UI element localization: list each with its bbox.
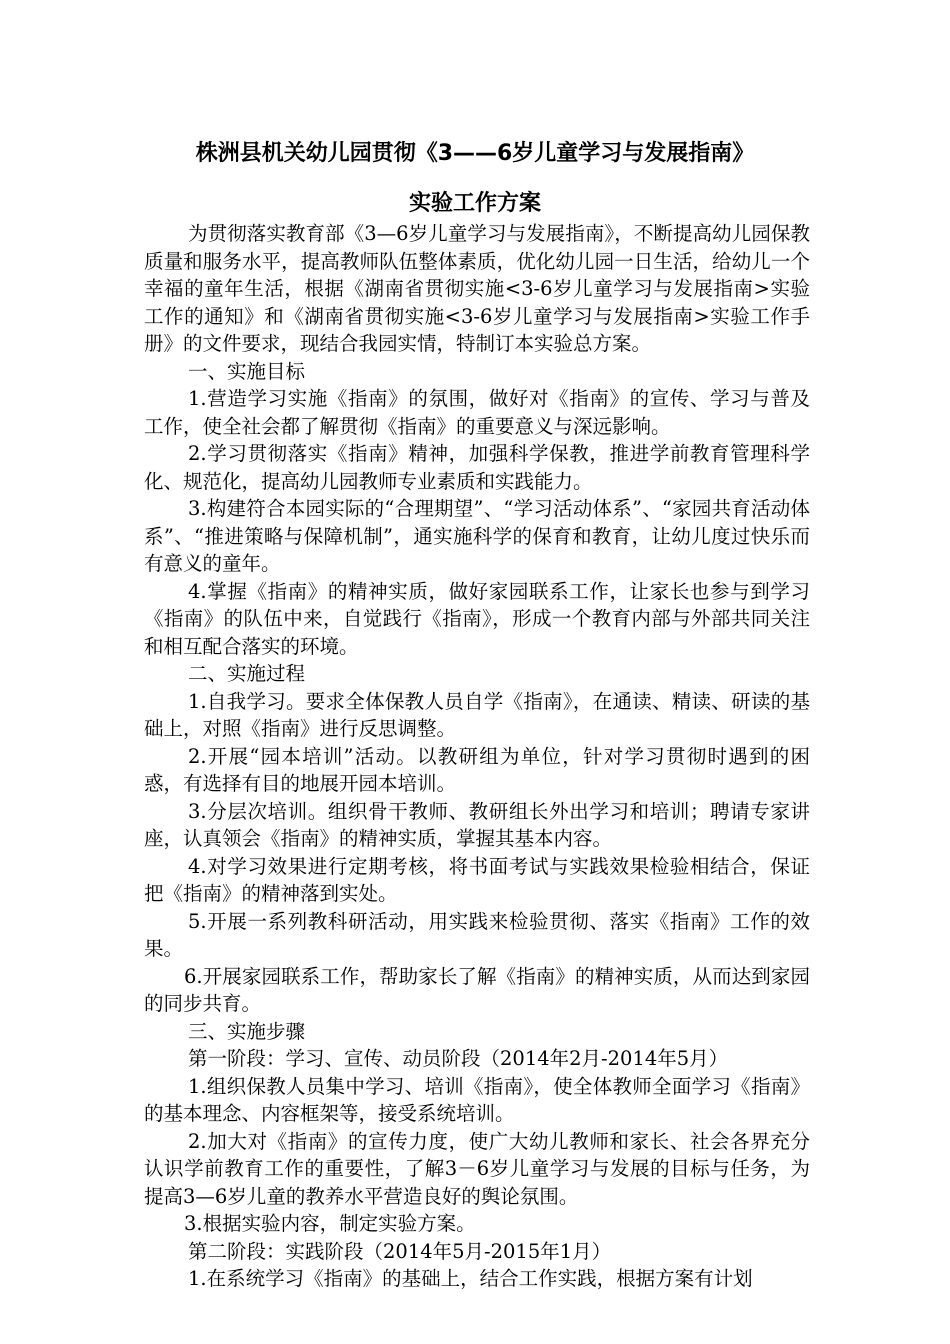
process-item-5: 5.开展一系列教科研活动，用实践来检验贯彻、落实《指南》工作的效果。: [144, 909, 810, 960]
stage-1-item-3: 3.根据实验内容，制定实验方案。: [184, 1212, 476, 1235]
document-body: [144, 220, 810, 1293]
goal-item-2: 2.学习贯彻落实《指南》精神，加强科学保教，推进学前教育管理科学化、规范化，提高幼儿园教师专业素质和实践能力。: [144, 442, 810, 493]
process-item-6: 6.开展家园联系工作，帮助家长了解《指南》的精神实质，从而达到家园的同步共育。: [144, 964, 810, 1015]
section-heading-process: 二、实施过程: [188, 662, 306, 685]
goal-item-4: 4.掌握《指南》的精神实质，做好家园联系工作，让家长也参与到学习《指南》的队伍中来，自觉践行《指南》，形成一个教育内部与外部共同关注和相互配合落实的环境。: [144, 579, 810, 658]
process-item-1: 1.自我学习。要求全体保教人员自学《指南》，在通读、精读、研读的基础上，对照《指南》进行反思调整。: [144, 689, 810, 740]
goal-item-1: 1.营造学习实施《指南》的氛围，做好对《指南》的宣传、学习与普及工作，使全社会都了解贯彻《指南》的重要意义与深远影响。: [144, 387, 810, 438]
document-title-line1: 株洲县机关幼儿园贯彻《3——6岁儿童学习与发展指南》: [195, 141, 755, 166]
stage-1-item-2: 2.加大对《指南》的宣传力度，使广大幼儿教师和家长、社会各界充分认识学前教育工作的重要性，了解3－6岁儿童学习与发展的目标与任务，为提高3—6岁儿童的教养水平营造良好的舆论氛围。: [144, 1129, 810, 1208]
section-heading-steps: 三、实施步骤: [188, 1019, 306, 1043]
stage-1-item-1: 1.组织保教人员集中学习、培训《指南》，使全体教师全面学习《指南》的基本理念、内容框架等，接受系统培训。: [144, 1074, 810, 1125]
stage-1-heading: 第一阶段：学习、宣传、动员阶段（2014年2月-2014年5月）: [188, 1047, 729, 1070]
stage-2-item-1: 1.在系统学习《指南》的基础上，结合工作实践，根据方案有计划: [188, 1267, 753, 1290]
intro-paragraph: 为贯彻落实教育部《3—6岁儿童学习与发展指南》，不断提高幼儿园保教质量和服务水平，提高教师队伍整体素质，优化幼儿园一日生活，给幼儿一个幸福的童年生活，根据《湖南省贯彻实施<3-6岁儿童学习与发展指南>实验工作的通知》和《湖南省贯彻实施<3-6岁儿童学习与发展指南>实验工作手册》的文件要求，现结合我园实情，特制订本实验总方案。: [144, 222, 810, 355]
process-item-4: 4.对学习效果进行定期考核，将书面考试与实践效果检验相结合，保证把《指南》的精神落到实处。: [144, 854, 810, 905]
document-title-line2: 实验工作方案: [408, 191, 541, 216]
process-item-2: 2.开展“园本培训”活动。以教研组为单位，针对学习贯彻时遇到的困惑，有选择有目的地展开园本培训。: [144, 744, 810, 795]
stage-2-heading: 第二阶段：实践阶段（2014年5月-2015年1月）: [188, 1239, 612, 1263]
process-item-3: 3.分层次培训。组织骨干教师、教研组长外出学习和培训；聘请专家讲座，认真领会《指南》的精神实质，掌握其基本内容。: [144, 799, 810, 850]
goal-item-3: 3.构建符合本园实际的“合理期望”、“学习活动体系”、“家园共育活动体系”、“推进策略与保障机制”，通实施科学的保育和教育，让幼儿度过快乐而有意义的童年。: [144, 497, 810, 575]
section-heading-goals: 一、实施目标: [188, 359, 306, 383]
